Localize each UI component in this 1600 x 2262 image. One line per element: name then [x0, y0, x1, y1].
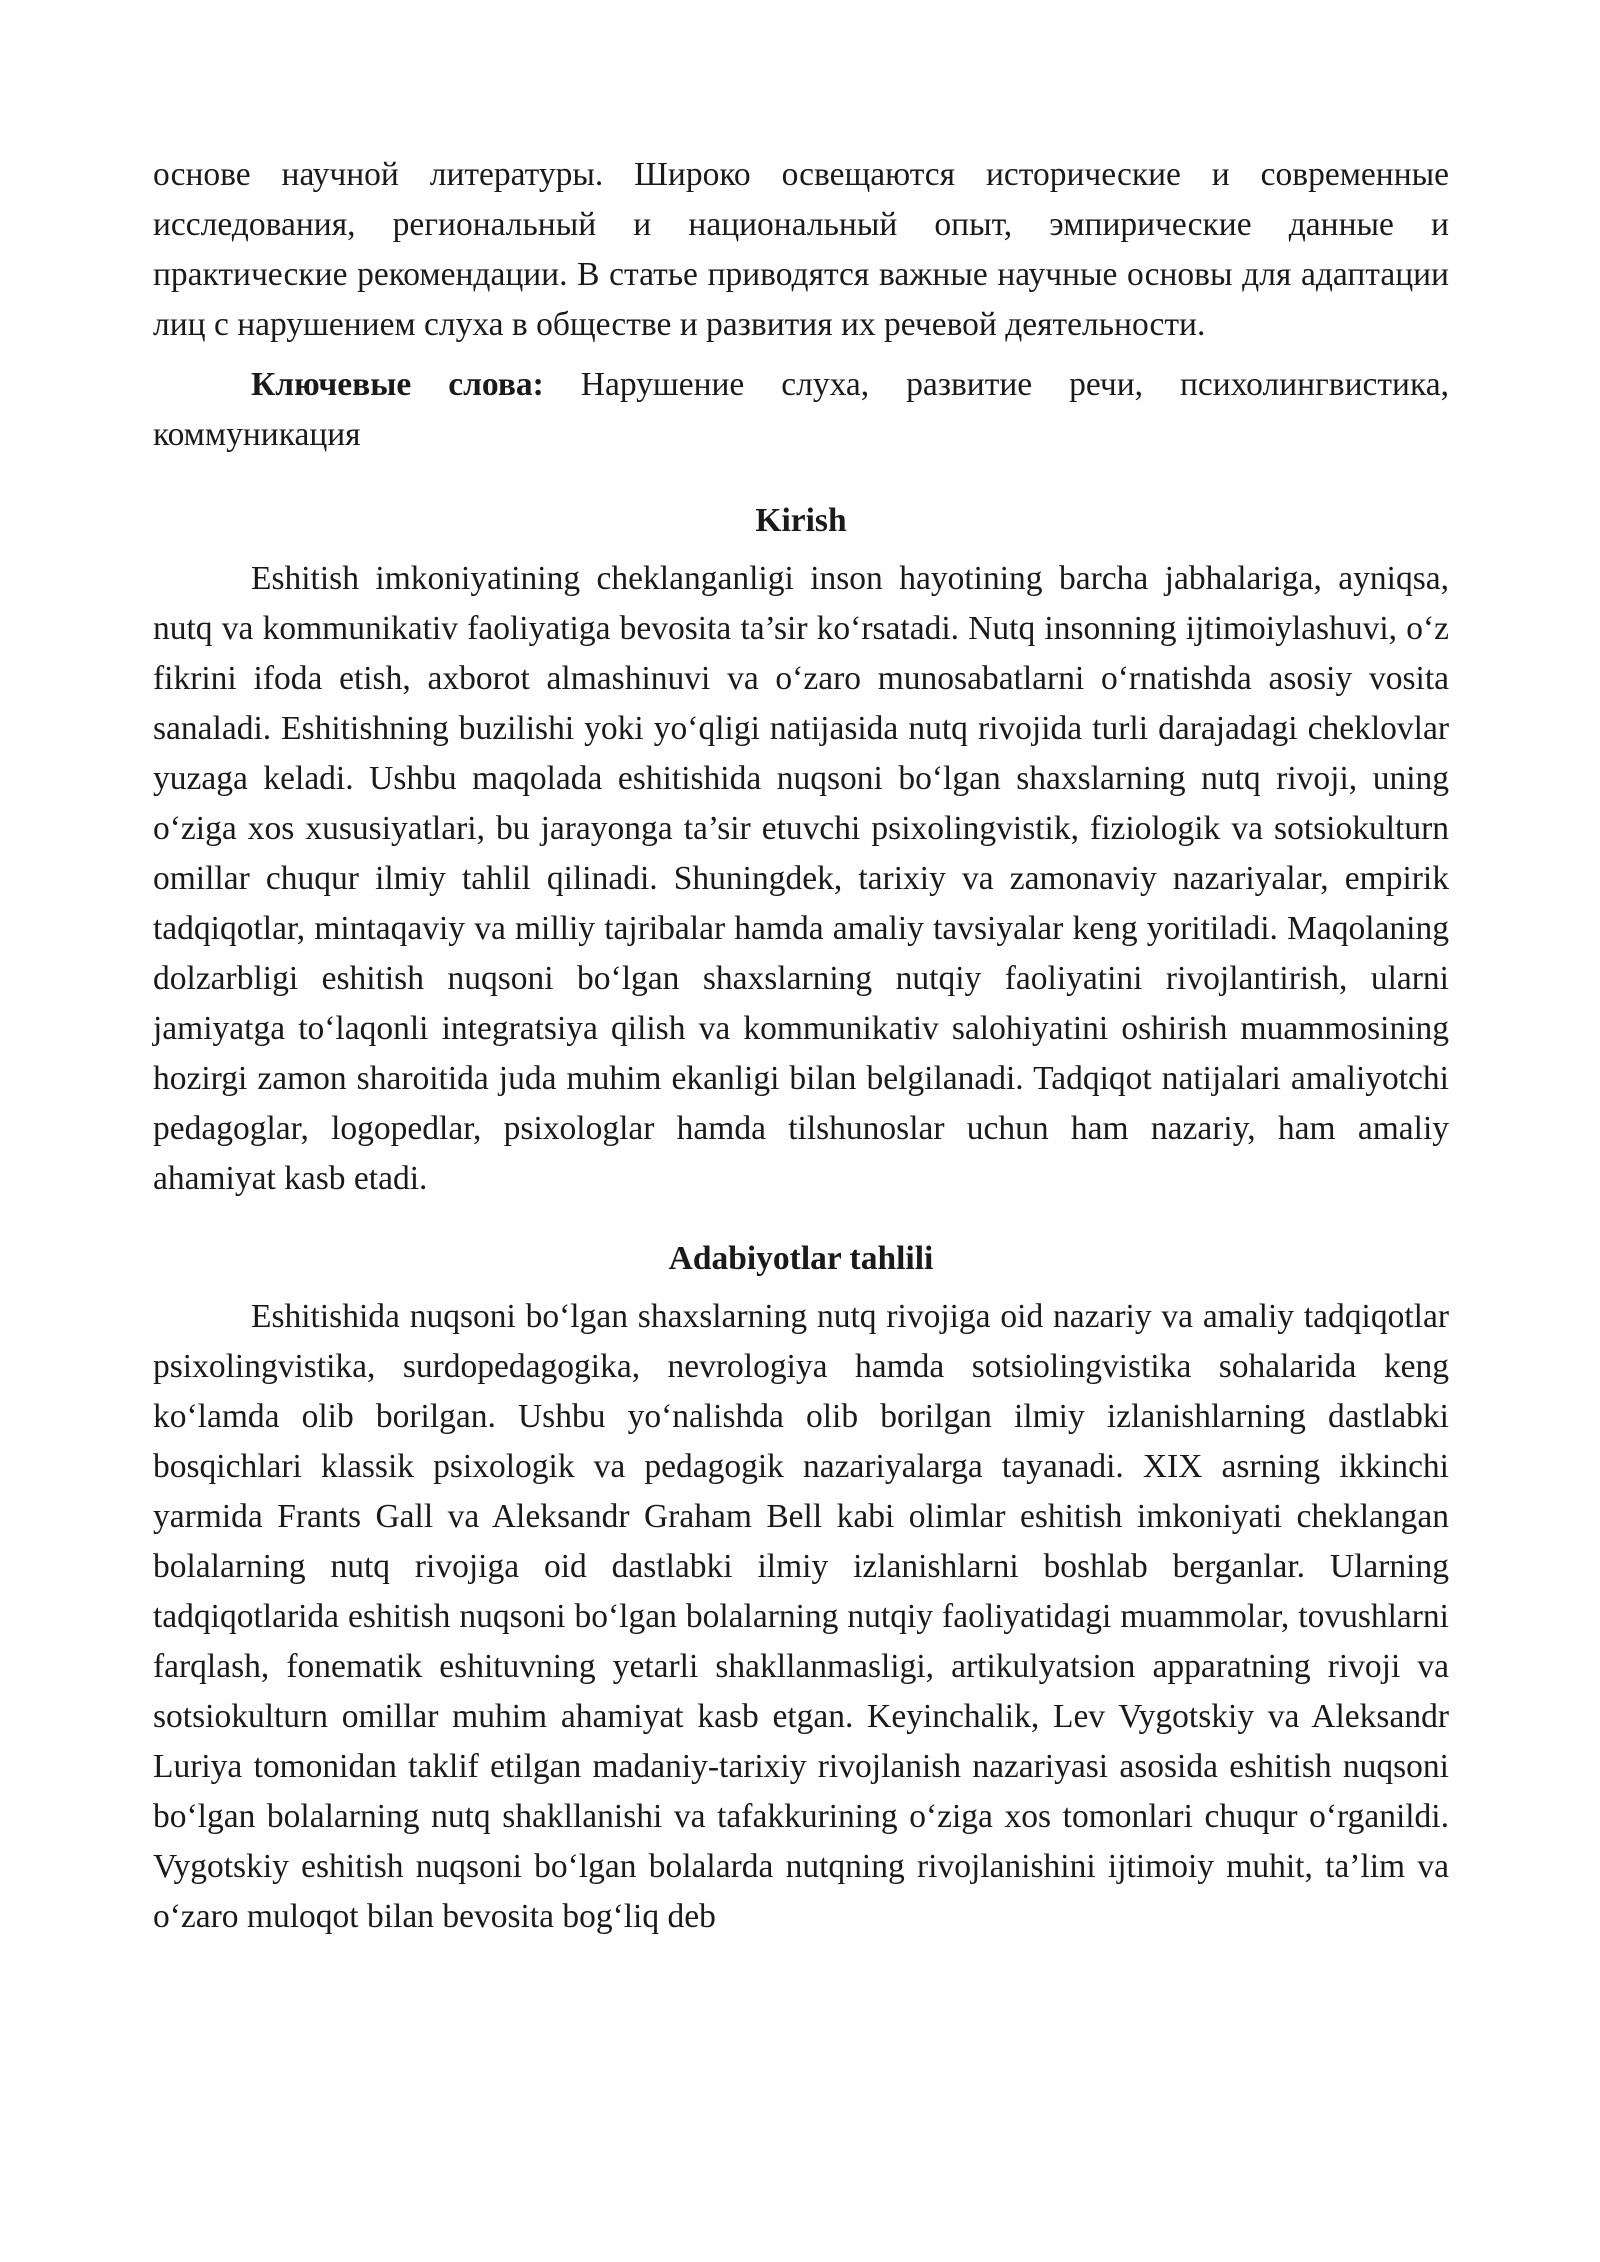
- keywords-ru-text: Нарушение слуха, развитие речи, психолингвистика, коммуникация: [153, 366, 1449, 453]
- abstract-ru-tail: основе научной литературы. Широко освещаются исторические и современные исследования, региональный и национальный опыт, эмпирические данные и практические рекомендации. В статье приводятся важные научные основы для адаптации лиц с нарушением слуха в обществе и развития их речевой деятельности.: [153, 156, 1449, 343]
- keywords-ru: [153, 360, 1449, 460]
- section-body-adabiyotlar: Eshitishida nuqsoni bo‘lgan shaxslarning nutq rivojiga oid nazariy va amaliy tadqiqotlar psixolingvistika, surdopedagogika, nevrologiya hamda sotsiolingvistika sohalarida keng ko‘lamda olib borilgan. Ushbu yo‘nalishda olib borilgan ilmiy izlanishlarning dastlabki bosqichlari klassik psixologik va pedagogik nazariyalarga tayanadi. XIX asrning ikkinchi yarmida Frants Gall va Aleksandr Graham Bell kabi olimlar eshitish imkoniyati cheklangan bolalarning nutq rivojiga oid dastlabki ilmiy izlanishlarni boshlab berganlar. Ularning tadqiqotlarida eshitish nuqsoni bo‘lgan bolalarning nutqiy faoliyatidagi muammolar, tovushlarni farqlash, fonematik eshituvning yetarli shakllanmasligi, artikulyatsion apparatning rivoji va sotsiokulturn omillar muhim ahamiyat kasb etgan. Keyinchalik, Lev Vygotskiy va Aleksandr Luriya tomonidan taklif etilgan madaniy-tarixiy rivojlanish nazariyasi asosida eshitish nuqsoni bo‘lgan bolalarning nutq shakllanishi va tafakkurining o‘ziga xos tomonlari chuqur o‘rganildi. Vygotskiy eshitish nuqsoni bo‘lgan bolalarda nutqning rivojlanishini ijtimoiy muhit, ta’lim va o‘zaro muloqot bilan bevosita bog‘liq deb: [153, 1298, 1449, 1935]
- section-title-adabiyotlar: Adabiyotlar tahlili: [668, 1240, 934, 1277]
- keywords-ru-label: Ключевые слова:: [251, 366, 544, 403]
- section-title-kirish: Kirish: [755, 502, 847, 539]
- document-page: [153, 150, 1449, 1942]
- section-body-kirish: Eshitish imkoniyatining cheklanganligi inson hayotining barcha jabhalariga, ayniqsa, nutq va kommunikativ faoliyatiga bevosita ta’sir ko‘rsatadi. Nutq insonning ijtimoiylashuvi, o‘z fikrini ifoda etish, axborot almashinuvi va o‘zaro munosabatlarni o‘rnatishda asosiy vosita sanaladi. Eshitishning buzilishi yoki yo‘qligi natijasida nutq rivojida turli darajadagi cheklovlar yuzaga keladi. Ushbu maqolada eshitishida nuqsoni bo‘lgan shaxslarning nutq rivoji, uning o‘ziga xos xususiyatlari, bu jarayonga ta’sir etuvchi psixolingvistik, fiziologik va sotsiokulturn omillar chuqur ilmiy tahlil qilinadi. Shuningdek, tarixiy va zamonaviy nazariyalar, empirik tadqiqotlar, mintaqaviy va milliy tajribalar hamda amaliy tavsiyalar keng yoritiladi. Maqolaning dolzarbligi eshitish nuqsoni bo‘lgan shaxslarning nutqiy faoliyatini rivojlantirish, ularni jamiyatga to‘laqonli integratsiya qilish va kommunikativ salohiyatini oshirish muammosining hozirgi zamon sharoitida juda muhim ekanligi bilan belgilanadi. Tadqiqot natijalari amaliyotchi pedagoglar, logopedlar, psixologlar hamda tilshunoslar uchun ham nazariy, ham amaliy ahamiyat kasb etadi.: [153, 560, 1449, 1197]
